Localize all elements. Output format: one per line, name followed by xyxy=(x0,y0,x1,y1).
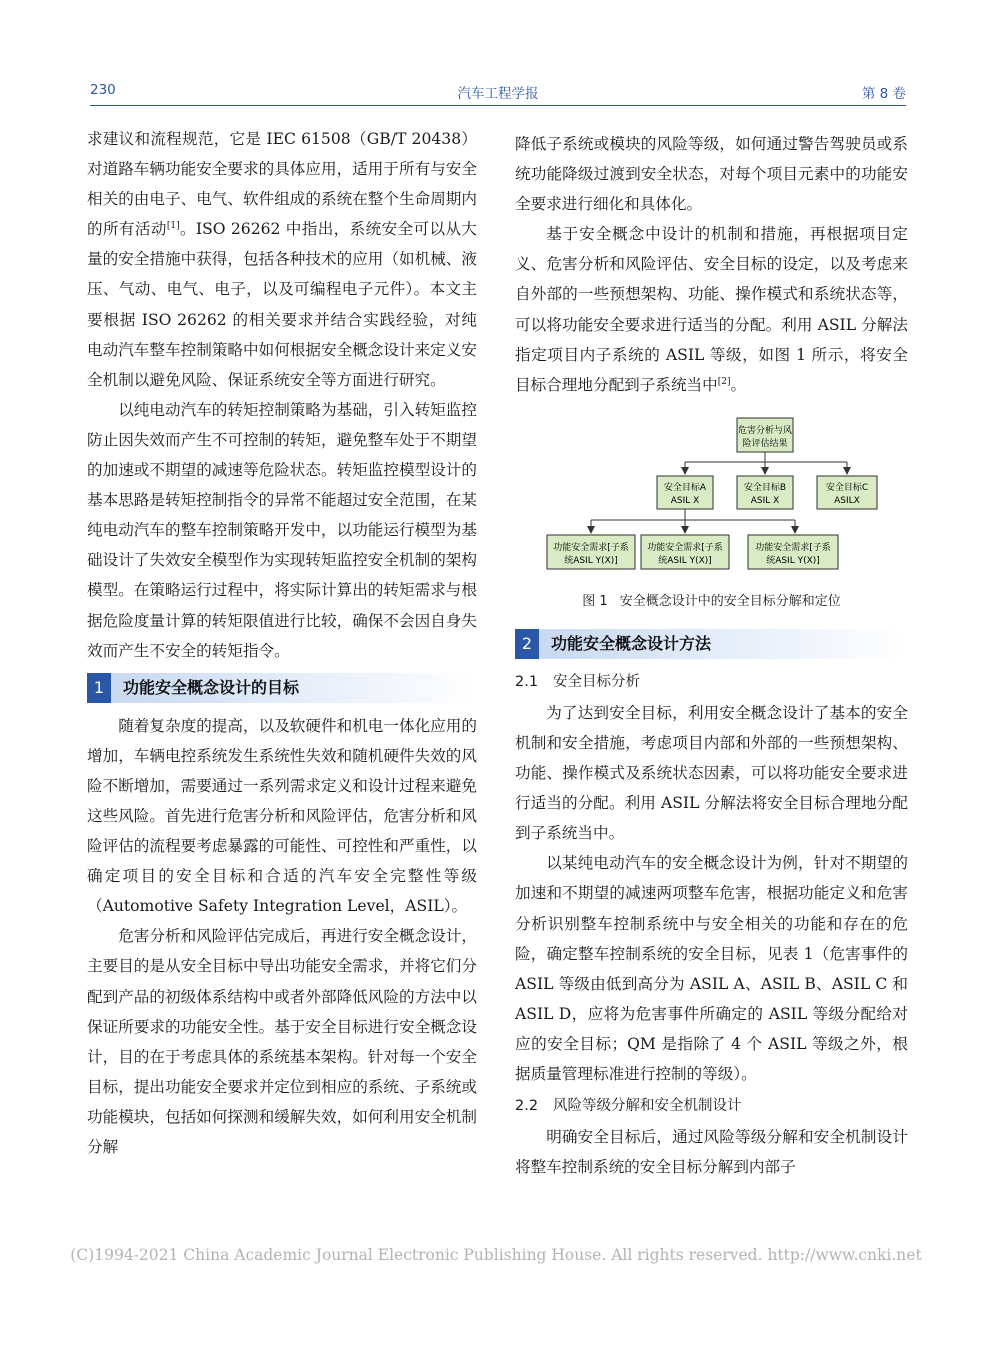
volume-label: 第 8 卷 xyxy=(861,86,906,102)
citation-ref[interactable]: [2] xyxy=(717,376,731,387)
header-divider xyxy=(90,105,906,106)
requirement-node-3 xyxy=(748,535,838,569)
journal-title: 汽车工程学报 xyxy=(457,86,539,102)
node-label: 安全目标A xyxy=(663,482,707,493)
node-label: 危害分析与风 xyxy=(737,425,793,436)
node-label: 险评估结果 xyxy=(742,438,788,449)
paragraph: 为了达到安全目标，利用安全概念设计了基本的安全机制和安全措施，考虑项目内部和外部的一些预想架构、功能、操作模式及系统状态因素，可以将功能安全要求进行适当的分配。利用 ASIL 分解法将安全目标合理地分配到子系统当中。 xyxy=(515,703,908,843)
paragraph: 以纯电动汽车的转矩控制策略为基础，引入转矩监控防止因失效而产生不可控制的转矩，避免整车处于不期望的加速或不期望的减速等危险状态。转矩监控模型设计的基本思路是转矩控制指令的异常不能超过安全范围，在某纯电动汽车的整车控制策略开发中，以功能运行模型为基础设计了失效安全模型作为实现转矩监控安全机制的架构模型。在策略运行过程中，将实际计算出的转矩需求与根据危险度量计算的转矩限值进行比较，确保不会因自身失效而产生不安全的转矩指令。 xyxy=(87,400,477,660)
paragraph: 明确安全目标后，通过风险等级分解和安全机制设计将整车控制系统的安全目标分解到内部子 xyxy=(515,1128,908,1177)
goal-node-a xyxy=(657,476,713,509)
paragraph: 求建议和流程规范，它是 IEC 61508（GB/T 20438）对道路车辆功能安全要求的具体应用，适用于所有与安全相关的由电子、电气、软件组成的系统在整个生命周期内的所有活动[1]。ISO 26262 中指出，系统安全可以从大量的安全措施中获得，包括各种技术的应用（如机械、液压、气动、电气、电子，以及可编程电子元件）。本文主要根据 ISO 26262 的相关要求并结合实践经验，对纯电动汽车整车控制策略中如何根据安全概念设计来定义安全机制以避免风险、保证系统安全等方面进行研究。 xyxy=(87,130,477,389)
running-header xyxy=(90,82,906,104)
node-label: ASILX xyxy=(834,495,860,506)
section-title: 功能安全概念设计的目标 xyxy=(123,677,300,697)
copyright-watermark: (C)1994-2021 China Academic Journal Electronic Publishing House. All rights reserved. http://www.cnki.net xyxy=(70,1246,922,1264)
node-label: 统ASIL Y(X)] xyxy=(564,555,618,566)
paragraph: 基于安全概念中设计的机制和措施，再根据项目定义、危害分析和风险评估、安全目标的设定，以及考虑来自外部的一些预想架构、功能、操作模式和系统状态等，可以将功能安全要求进行适当的分配。利用 ASIL 分解法指定项目内子系统的 ASIL 等级，如图 1 所示，将安全目标合理地分配到子系统当中[2]。 xyxy=(515,225,908,394)
page-number: 230 xyxy=(90,82,116,98)
subsection-title: 风险等级分解和安全机制设计 xyxy=(553,1098,742,1115)
paragraph: 以某纯电动汽车的安全概念设计为例，针对不期望的加速和不期望的减速两项整车危害，根据功能定义和危害分析识别整车控制系统中与安全相关的功能和存在的危险，确定整车控制系统的安全目标，见表 1（危害事件的 ASIL 等级由低到高分为 ASIL A、ASIL B、ASIL C 和 ASIL D，应将为危害事件所确定的 ASIL 等级分配给对应的安全目标；QM 是指除了 4 个 ASIL 等级之外，根据质量管理标准进行控制的等级）。 xyxy=(515,854,908,1083)
connectors xyxy=(591,452,847,533)
subsection-heading-2-1 xyxy=(515,667,908,697)
goal-node-b xyxy=(737,476,793,509)
subsection-number: 2.1 xyxy=(515,673,539,690)
root-node xyxy=(737,418,793,452)
node-label: ASIL X xyxy=(750,495,780,506)
figure-number: 图 1 xyxy=(582,593,608,609)
subsection-title: 安全目标分析 xyxy=(553,673,640,690)
left-column xyxy=(87,124,477,1162)
node-label: 功能安全需求[子系 xyxy=(755,542,831,553)
subsection-number: 2.2 xyxy=(515,1098,539,1115)
requirement-node-2 xyxy=(641,535,729,569)
decomposition-diagram xyxy=(515,410,908,590)
node-label: 功能安全需求[子系 xyxy=(553,542,629,553)
paragraph: 随着复杂度的提高，以及软硬件和机电一体化应用的增加，车辆电控系统发生系统性失效和随机硬件失效的风险不断增加，需要通过一系列需求定义和设计过程来避免这些风险。首先进行危害分析和风险评估，危害分析和风险评估的流程要考虑暴露的可能性、可控性和严重性，以确定项目的安全目标和合适的汽车安全完整性等级（Automotive Safety Integration Level，ASIL）。 xyxy=(87,716,477,916)
paragraph: 降低子系统或模块的风险等级，如何通过警告驾驶员或系统功能降级过渡到安全状态，对每个项目元素中的功能安全要求进行细化和具体化。 xyxy=(515,135,908,214)
node-label: 统ASIL Y(X)] xyxy=(658,555,712,566)
goal-node-c xyxy=(817,476,877,509)
figure-caption-text: 安全概念设计中的安全目标分解和定位 xyxy=(619,593,841,609)
paragraph: 危害分析和风险评估完成后，再进行安全概念设计，主要目的是从安全目标中导出功能安全需求，并将它们分配到产品的初级体系结构中或者外部降低风险的方法中以保证所要求的功能安全性。基于安全目标进行安全概念设计，目的在于考虑具体的系统基本架构。针对每一个安全目标，提出功能安全要求并定位到相应的系统、子系统或功能模块，包括如何探测和缓解失效，如何利用安全机制分解 xyxy=(87,927,477,1156)
section-number: 2 xyxy=(515,629,539,659)
section-number: 1 xyxy=(87,673,111,703)
requirement-node-1 xyxy=(547,535,635,569)
figure-1 xyxy=(515,410,908,622)
section-heading-1 xyxy=(87,673,477,703)
section-title: 功能安全概念设计方法 xyxy=(551,633,712,653)
node-label: 安全目标C xyxy=(825,482,869,493)
citation-ref[interactable]: [1] xyxy=(166,221,180,232)
node-label: 安全目标B xyxy=(743,482,787,493)
figure-caption xyxy=(515,592,908,612)
node-label: 功能安全需求[子系 xyxy=(647,542,723,553)
subsection-heading-2-2 xyxy=(515,1091,908,1121)
section-heading-2 xyxy=(515,629,908,659)
right-column xyxy=(515,129,908,1182)
node-label: ASIL X xyxy=(670,495,700,506)
node-label: 统ASIL Y(X)] xyxy=(766,555,820,566)
